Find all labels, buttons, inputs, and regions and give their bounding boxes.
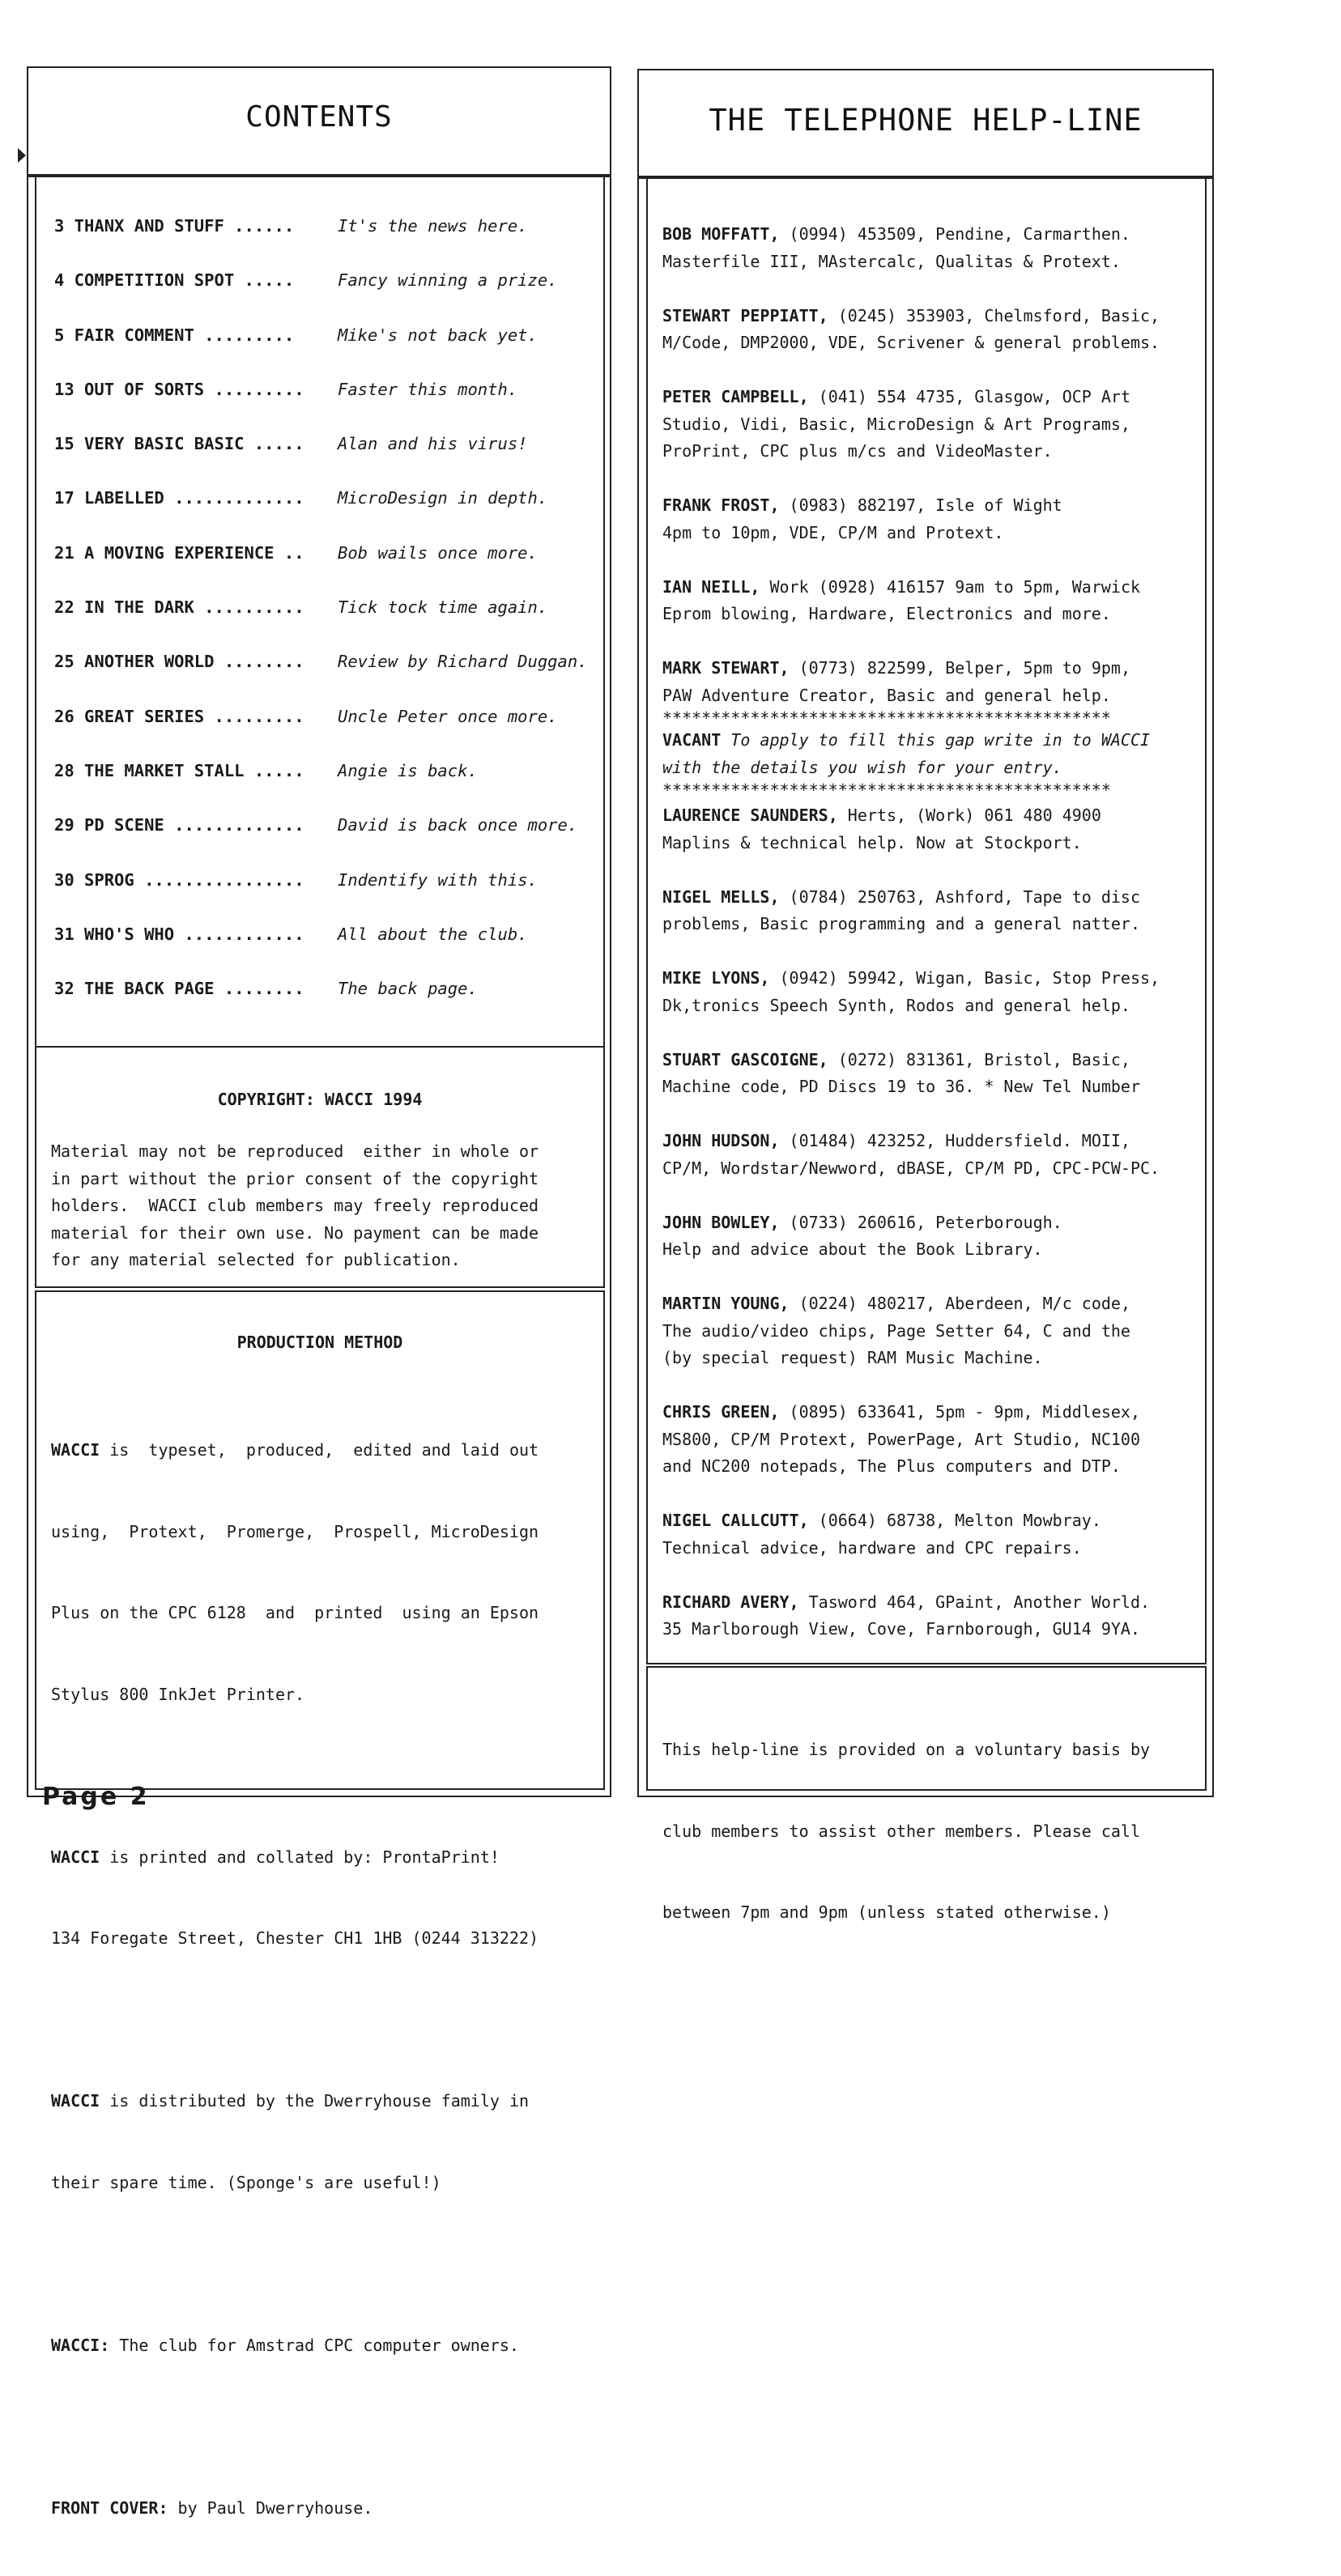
contents-item: 5 FAIR COMMENT ......... Mike's not back yet. (54, 325, 538, 345)
star-divider: ********************************************** (662, 781, 1111, 799)
helpline-title-box (637, 69, 1214, 177)
contents-item: 29 PD SCENE ............. David is back once more. (54, 815, 578, 835)
contents-item: 3 THANX AND STUFF ...... It's the news here. (54, 216, 528, 236)
page-number: Page 2 (42, 1783, 150, 1811)
contents-item: 13 OUT OF SORTS ......... Faster this month. (54, 379, 518, 399)
contents-title-box (27, 66, 611, 176)
helpline-entry: CHRIS GREEN, (0895) 633641, 5pm - 9pm, Middlesex, MS800, CP/M Protext, PowerPage, Art Studio, NC100 and NC200 notepads, The Plus computers and DTP. (662, 1402, 1141, 1476)
helpline-entry: JOHN BOWLEY, (0733) 260616, Peterborough. Help and advice about the Book Library. (662, 1212, 1062, 1259)
contents-item: 28 THE MARKET STALL ..... Angie is back. (54, 760, 478, 780)
contents-item: 26 GREAT SERIES ......... Uncle Peter once more. (54, 706, 558, 726)
helpline-entry: LAURENCE SAUNDERS, Herts, (Work) 061 480 4900 Maplins & technical help. Now at Stockport. (662, 806, 1101, 852)
helpline-entry: NIGEL CALLCUTT, (0664) 68738, Melton Mowbray. Technical advice, hardware and CPC repairs. (662, 1511, 1101, 1558)
production-title: PRODUCTION METHOD (236, 1333, 403, 1352)
production-line: their spare time. (Sponge's are useful!) (51, 2172, 441, 2192)
helpline-entry: MARTIN YOUNG, (0224) 480217, Aberdeen, M/c code, The audio/video chips, Page Setter 64, C and the (by special request) RAM Music Machine. (662, 1294, 1130, 1367)
production-paragraph: WACCI is distributed by the Dwerryhouse family in (51, 2091, 530, 2111)
contents-item: 30 SPROG ................ Indentify with this. (54, 869, 538, 890)
helpline-entry: FRANK FROST, (0983) 882197, Isle of Wight 4pm to 10pm, VDE, CP/M and Protext. (662, 495, 1062, 542)
copyright-line: in part without the prior consent of the copyright (51, 1168, 539, 1188)
copyright-line: material for their own use. No payment can be made (51, 1222, 539, 1243)
contents-item: 22 IN THE DARK .......... Tick tock time again. (54, 597, 548, 618)
helpline-list (662, 221, 1221, 1643)
production-line: using, Protext, Promerge, Prospell, MicroDesign (51, 1521, 539, 1541)
contents-item: 32 THE BACK PAGE ........ The back page. (54, 979, 478, 999)
helpline-entry: RICHARD AVERY, Tasword 464, GPaint, Another World. 35 Marlborough View, Cove, Farnborough, GU14 9YA. (662, 1592, 1151, 1639)
contents-item: 31 WHO'S WHO ............ All about the club. (54, 924, 528, 944)
helpline-footer-line: club members to assist other members. Please call (662, 1821, 1141, 1841)
production-paragraph: WACCI: The club for Amstrad CPC computer owners. (51, 2335, 519, 2355)
production-line: Plus on the CPC 6128 and printed using an Epson (51, 1603, 539, 1622)
copyright-box (35, 1048, 605, 1288)
contents-item: 4 COMPETITION SPOT ..... Fancy winning a prize. (54, 270, 558, 291)
production-paragraph: WACCI is typeset, produced, edited and laid out (51, 1440, 539, 1460)
contents-item: 15 VERY BASIC BASIC ..... Alan and his virus! (54, 434, 528, 454)
contents-item: 25 ANOTHER WORLD ........ Review by Richard Duggan. (54, 652, 588, 672)
contents-list (54, 216, 621, 1033)
helpline-entry: PETER CAMPBELL, (041) 554 4735, Glasgow, OCP Art Studio, Vidi, Basic, MicroDesign & Art Programs, ProPrint, CPC plus m/cs and VideoMaster. (662, 387, 1130, 461)
helpline-entry: MIKE LYONS, (0942) 59942, Wigan, Basic, Stop Press, Dk,tronics Speech Synth, Rodos and general help. (662, 968, 1160, 1015)
production-line: Stylus 800 InkJet Printer. (51, 1684, 305, 1704)
copyright-line: holders. WACCI club members may freely reproduced (51, 1196, 539, 1215)
helpline-entry: NIGEL MELLS, (0784) 250763, Ashford, Tape to disc problems, Basic programming and a general natter. (662, 886, 1141, 933)
contents-item: 21 A MOVING EXPERIENCE .. Bob wails once more. (54, 542, 538, 563)
helpline-entry: MARK STEWART, (0773) 822599, Belper, 5pm to 9pm, PAW Adventure Creator, Basic and general help. (662, 658, 1130, 705)
helpline-entry: BOB MOFFATT, (0994) 453509, Pendine, Carmarthen. Masterfile III, MAstercalc, Qualitas & Protext. (662, 224, 1130, 271)
star-divider: ********************************************** (662, 709, 1111, 727)
production-paragraph: FRONT COVER: by Paul Dwerryhouse. (51, 2497, 373, 2518)
copyright-title: COPYRIGHT: WACCI 1994 (217, 1090, 423, 1109)
helpline-entry: IAN NEILL, Work (0928) 416157 9am to 5pm, Warwick Eprom blowing, Hardware, Electronics and more. (662, 576, 1141, 623)
contents-title: CONTENTS (245, 100, 393, 134)
margin-arrow-icon (18, 148, 26, 163)
contents-box (27, 176, 611, 2518)
copyright-line: for any material selected for publication. (51, 1250, 461, 1269)
helpline-entry: STEWART PEPPIATT, (0245) 353903, Chelmsford, Basic, M/Code, DMP2000, VDE, Scrivener & general problems. (662, 305, 1160, 352)
production-line: 134 Foregate Street, Chester CH1 1HB (0244 313222) (51, 1928, 539, 1948)
helpline-entry: STUART GASCOIGNE, (0272) 831361, Bristol, Basic, Machine code, PD Discs 19 to 36. * New Tel Number (662, 1049, 1141, 1096)
contents-list-box (35, 177, 605, 1048)
production-paragraph: WACCI is printed and collated by: ProntaPrint! (51, 1847, 500, 1867)
helpline-footer-box (646, 1666, 1207, 1922)
helpline-box (637, 177, 1214, 1922)
vacant-entry: VACANT To apply to fill this gap write in to WACCI with the details you wish for your entry. (662, 730, 1151, 777)
helpline-title: THE TELEPHONE HELP-LINE (709, 103, 1143, 138)
helpline-entry: JOHN HUDSON, (01484) 423252, Huddersfield. MOII, CP/M, Wordstar/Newword, dBASE, CP/M PD, CPC-PCW-PC. (662, 1131, 1160, 1178)
helpline-list-box (646, 179, 1207, 1664)
contents-item: 17 LABELLED ............. MicroDesign in depth. (54, 488, 548, 508)
helpline-footer-line: This help-line is provided on a voluntary basis by (662, 1740, 1151, 1759)
copyright-line: Material may not be reproduced either in whole or (51, 1141, 539, 1161)
helpline-footer-line: between 7pm and 9pm (unless stated otherwise.) (662, 1902, 1111, 1922)
